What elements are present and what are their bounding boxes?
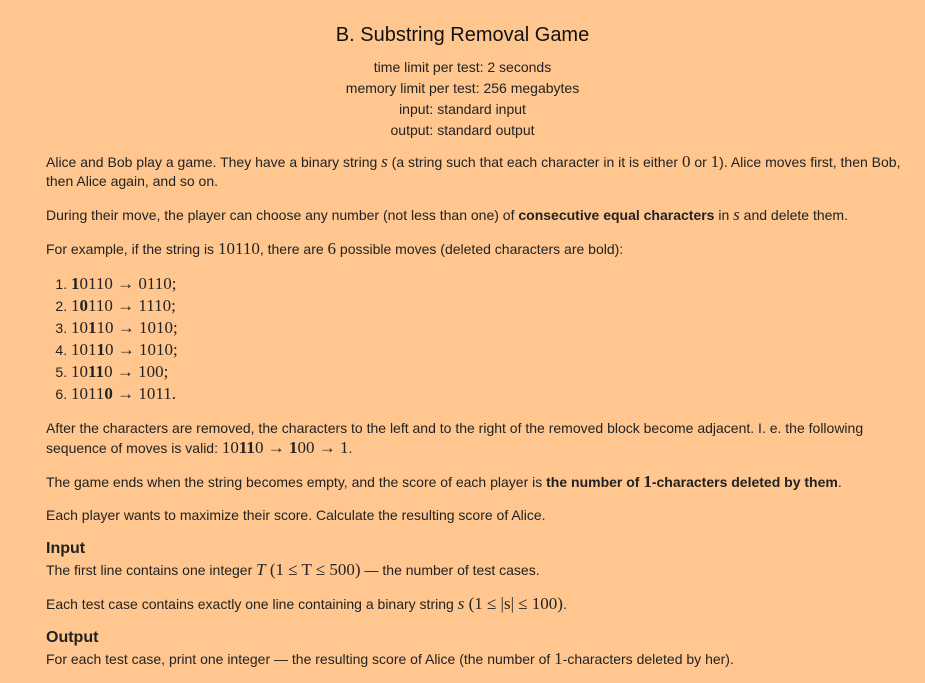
math-constraint: (1 ≤ T ≤ 500): [265, 560, 361, 579]
memory-limit: memory limit per test: 256 megabytes: [345, 80, 580, 96]
bold-phrase: consecutive equal characters: [518, 207, 715, 223]
output-section-title: Output: [46, 629, 99, 646]
list-item: 6. 10110 → 1011.: [71, 383, 905, 405]
arrow: →: [112, 362, 139, 381]
statement-paragraph-6: Each player wants to maximize their score. Calculate the resulting score of Alice.: [46, 507, 546, 523]
problem-statement: [46, 152, 905, 683]
math-T: T: [256, 560, 266, 579]
statement-paragraph-1: Alice and Bob play a game. They have a binary string s (a string such that each character in it is either 0 or 1). Alice moves first, then Bob, then Alice again, and so on.: [46, 152, 901, 189]
list-item: 5. 10110 → 100;: [71, 361, 905, 383]
moves-list: [46, 273, 905, 405]
math-s: s: [733, 205, 740, 224]
list-item: 1. 10110 → 0110;: [71, 273, 905, 295]
statement-paragraph-3: For example, if the string is 10110, there are 6 possible moves (deleted characters are bold):: [46, 239, 624, 258]
statement-paragraph-4: After the characters are removed, the characters to the left and to the right of the removed block become adjacent. I. e. the following sequence of moves is valid: 10110 → 100 → 1.: [46, 420, 864, 457]
math-string: 10110: [217, 239, 260, 258]
math-one: 1: [554, 649, 563, 668]
statement-paragraph-2: During their move, the player can choose any number (not less than one) of consecutive equal characters in s and delete them.: [46, 205, 848, 224]
input-file: input: standard input: [399, 101, 526, 117]
time-limit: time limit per test: 2 seconds: [373, 59, 552, 75]
arrow: →: [112, 296, 139, 315]
arrow: →: [112, 384, 139, 403]
math-number: 6: [327, 239, 337, 258]
problem-title: B. Substring Removal Game: [335, 24, 590, 46]
problem-header: [0, 0, 925, 141]
input-paragraph-1: The first line contains one integer T (1 ≤ T ≤ 500) — the number of test cases.: [46, 560, 540, 579]
output-paragraph-1: For each test case, print one integer — the resulting score of Alice (the number of 1-characters deleted by her).: [46, 649, 734, 668]
list-item: 2. 10110 → 1110;: [71, 295, 905, 317]
math-constraint: (1 ≤ |s| ≤ 100): [464, 594, 563, 613]
list-item: 4. 10110 → 1010;: [71, 339, 905, 361]
statement-paragraph-5: The game ends when the string becomes empty, and the score of each player is the number of 1-characters deleted by them.: [46, 472, 842, 491]
input-section-title: Input: [46, 540, 86, 557]
math-one: 1: [710, 152, 720, 171]
math-s: s: [457, 594, 465, 613]
list-item: 3. 10110 → 1010;: [71, 317, 905, 339]
arrow: →: [113, 318, 139, 337]
bold-phrase: the number of 1-characters deleted by them: [546, 472, 838, 491]
math-zero: 0: [681, 152, 691, 171]
input-paragraph-2: Each test case contains exactly one line containing a binary string s (1 ≤ |s| ≤ 100).: [46, 594, 567, 613]
move-sequence: 10110 → 100 → 1: [221, 438, 349, 457]
arrow: →: [112, 274, 139, 293]
arrow: →: [113, 340, 139, 359]
output-file: output: standard output: [390, 122, 535, 138]
math-s: s: [381, 152, 388, 171]
